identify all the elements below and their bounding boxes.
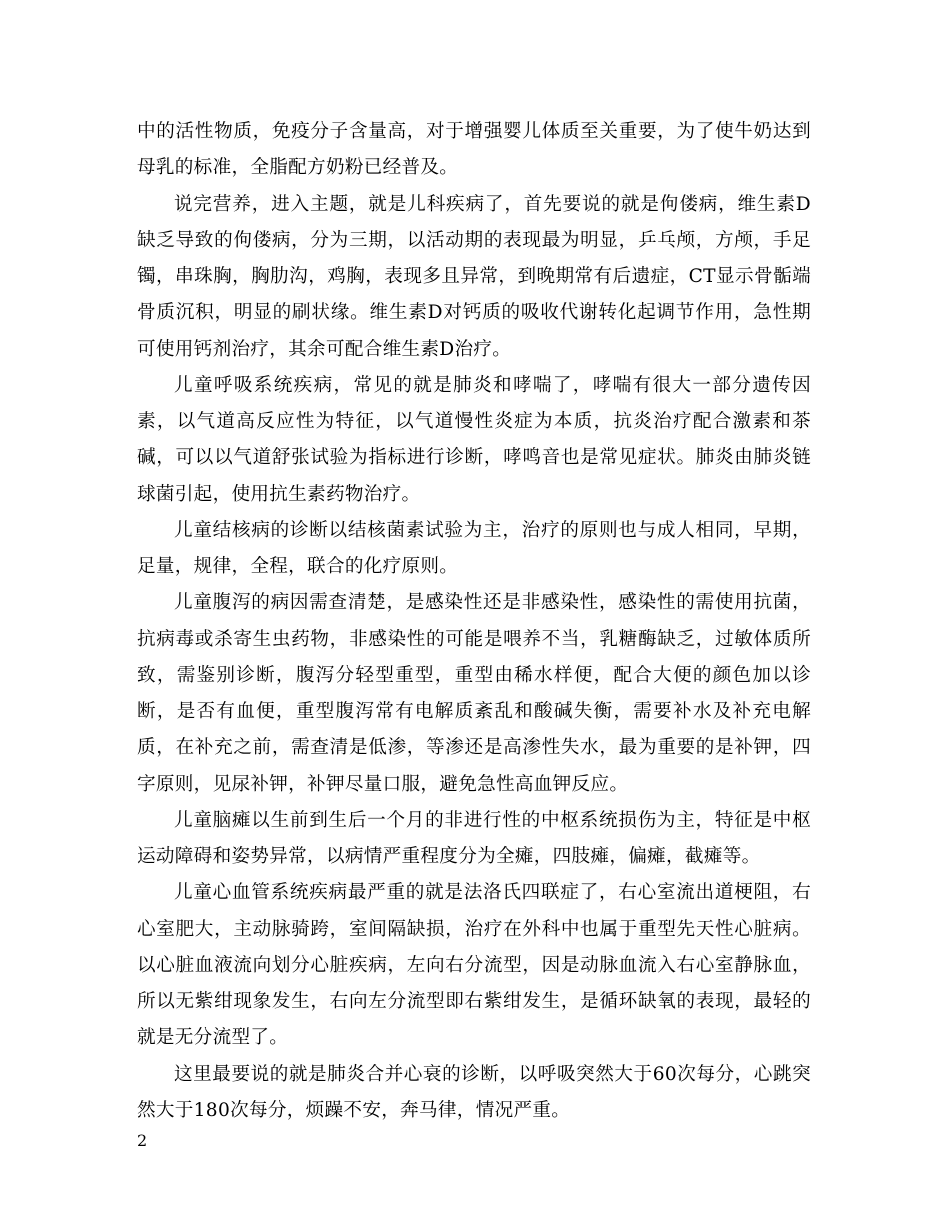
paragraph-4: 儿童结核病的诊断以结核菌素试验为主，治疗的原则也与成人相同，早期，足量，规律，全程，联合的化疗原则。 (137, 519, 811, 577)
paragraph-5: 儿童腹泻的病因需查清楚，是感染性还是非感染性，感染性的需使用抗菌，抗病毒或杀寄生虫药物，非感染性的可能是喂养不当，乳糖酶缺乏，过敏体质所致，需鉴别诊断，腹泻分轻型重型，重型由稀水样便，配合大便的颜色加以诊断，是否有血便，重型腹泻常有电解质紊乱和酸碱失衡，需要补水及补充电解质，在补充之前，需查清是低渗，等渗还是高渗性失水，最为重要的是补钾，四字原则，见尿补钾，补钾尽量口服，避免急性高血钾反应。 (137, 592, 811, 795)
paragraph-2: 说完营养，进入主题，就是儿科疾病了，首先要说的就是佝偻病，维生素D缺乏导致的佝偻病，分为三期，以活动期的表现最为明显，乒乓颅，方颅，手足镯，串珠胸，胸肋沟，鸡胸，表现多且异常，到晚期常有后遗症，CT显示骨骺端骨质沉积，明显的刷状缘。维生素D对钙质的吸收代谢转化起调节作用，急性期可使用钙剂治疗，其余可配合维生素D治疗。 (137, 193, 811, 360)
paragraph-8: 这里最要说的就是肺炎合并心衰的诊断，以呼吸突然大于60次每分，心跳突然大于180次每分，烦躁不安，奔马律，情况严重。 (137, 1063, 811, 1121)
page-number: 2 (137, 1131, 148, 1150)
paragraph-3: 儿童呼吸系统疾病，常见的就是肺炎和哮喘了，哮喘有很大一部分遗传因素，以气道高反应性为特征，以气道慢性炎症为本质，抗炎治疗配合激素和茶碱，可以以气道舒张试验为指标进行诊断，哮鸣音也是常见症状。肺炎由肺炎链球菌引起，使用抗生素药物治疗。 (137, 374, 811, 505)
paragraph-6: 儿童脑瘫以生前到生后一个月的非进行性的中枢系统损伤为主，特征是中枢运动障碍和姿势异常，以病情严重程度分为全瘫，四肢瘫，偏瘫，截瘫等。 (137, 809, 811, 867)
body-text (137, 114, 811, 1129)
paragraph-1: 中的活性物质，免疫分子含量高，对于增强婴儿体质至关重要，为了使牛奶达到母乳的标准，全脂配方奶粉已经普及。 (137, 121, 811, 179)
paragraph-7: 儿童心血管系统疾病最严重的就是法洛氏四联症了，右心室流出道梗阻，右心室肥大，主动脉骑跨，室间隔缺损，治疗在外科中也属于重型先天性心脏病。以心脏血液流向划分心脏疾病，左向右分流型，因是动脉血流入右心室静脉血，所以无紫绀现象发生，右向左分流型即右紫绀发生，是循环缺氧的表现，最轻的就是无分流型了。 (137, 882, 811, 1049)
